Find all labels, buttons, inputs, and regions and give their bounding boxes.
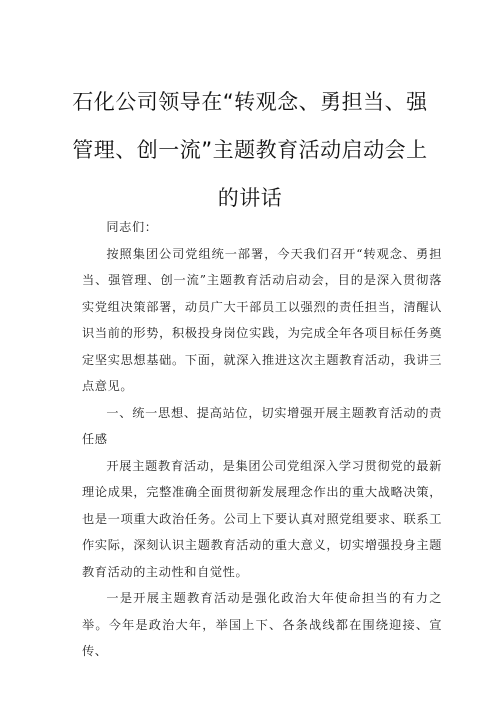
title-line-2: 管理、创一流”主题教育活动启动会上: [72, 138, 428, 162]
salutation: 同志们：: [106, 220, 158, 234]
title-line-1: 石化公司领导在“转观念、勇担当、强: [72, 90, 428, 114]
paragraph-intro: 按照集团公司党组统一部署，今天我们召开“转观念、勇担当、强管理、创一流”主题教育活动启动会，目的是深入贯彻落实党组决策部署，动员广大干部员工以强烈的责任担当，清醒认识当前的形势，积极投身岗位实践，为完成全年各项目标任务奠定坚实思想基础。下面，就深入推进这次主题教育活动，我讲三点意见。: [82, 246, 442, 393]
paragraph-point-1: 一是开展主题教育活动是强化政治大年使命担当的有力之举。今年是政治大年，举国上下、各条战线都在围绕迎接、宣传、: [82, 591, 442, 658]
document-body: [82, 214, 442, 665]
section-heading-1: 一、统一思想、提高站位，切实增强开展主题教育活动的责任感: [82, 405, 442, 446]
title-line-3: 的讲话: [217, 186, 283, 210]
paragraph-section-1: 开展主题教育活动，是集团公司党组深入学习贯彻党的最新理论成果，完整准确全面贯彻新发展理念作出的重大战略决策，也是一项重大政治任务。公司上下要认真对照党组要求、联系工作实际，深刻认识主题教育活动的重大意义，切实增强投身主题教育活动的主动性和自觉性。: [82, 458, 442, 579]
